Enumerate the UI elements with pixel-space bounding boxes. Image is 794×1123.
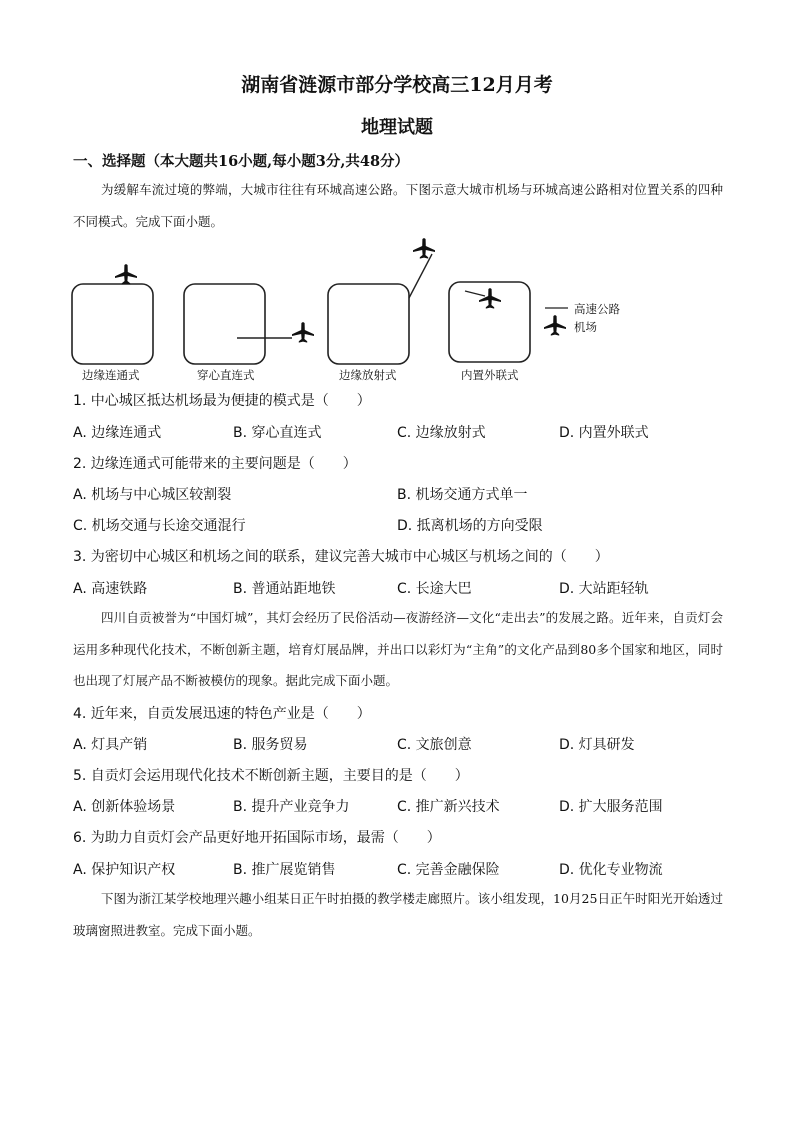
q6-option-a[interactable]: A. 保护知识产权 [73, 862, 176, 878]
q1-option-a[interactable]: A. 边缘连通式 [73, 425, 162, 441]
q2-option-a[interactable]: A. 机场与中心城区较割裂 [73, 487, 232, 503]
airplane-icon [479, 288, 501, 309]
q5-option-b[interactable]: B. 提升产业竞争力 [233, 799, 350, 815]
question-3: 3. 为密切中心城区和机场之间的联系，建议完善大城市中心城区与机场之间的（ ） [73, 549, 609, 565]
q4-option-a[interactable]: A. 灯具产销 [73, 737, 148, 753]
question-1: 1. 中心城区抵达机场最为便捷的模式是（ ） [73, 393, 371, 409]
passage-corridor-photo: 下图为浙江某学校地理兴趣小组某日正午时拍摄的教学楼走廊照片。该小组发现，10月25日正午时阳光开始透过玻璃窗照进教室。完成下面小题。 [73, 891, 723, 938]
q1-option-d[interactable]: D. 内置外联式 [559, 425, 649, 441]
highway-mode4 [465, 291, 485, 296]
ring-road-mode1 [72, 284, 153, 364]
ring-road-mode3 [328, 284, 409, 364]
passage-zigong-lantern: 四川自贡被誉为“中国灯城”，其灯会经历了民俗活动—夜游经济—文化“走出去”的发展之路。近年来，自贡灯会运用多种现代化技术，不断创新主题，培育灯展品牌，并出口以彩灯为“主角”的文化产品到80多个国家和地区，同时也出现了灯展产品不断被模仿的现象。据此完成下面小题。 [73, 610, 723, 688]
q4-option-d[interactable]: D. 灯具研发 [559, 737, 635, 753]
q4-option-c[interactable]: C. 文旅创意 [397, 737, 472, 753]
airport-highway-figure [60, 232, 700, 387]
q5-option-c[interactable]: C. 推广新兴技术 [397, 799, 500, 815]
q1-option-b[interactable]: B. 穿心直连式 [233, 425, 322, 441]
section-heading: 一、选择题（本大题共16小题,每小题3分,共48分） [73, 153, 410, 170]
q5-option-a[interactable]: A. 创新体验场景 [73, 799, 176, 815]
highway-mode3 [409, 254, 432, 298]
legend-airport-label: 机场 [574, 320, 597, 334]
legend-road-label: 高速公路 [574, 302, 620, 316]
caption-mode3: 边缘放射式 [339, 368, 397, 382]
q4-option-b[interactable]: B. 服务贸易 [233, 737, 308, 753]
q2-option-c[interactable]: C. 机场交通与长途交通混行 [73, 518, 246, 534]
question-4: 4. 近年来，自贡发展迅速的特色产业是（ ） [73, 706, 371, 722]
q6-option-b[interactable]: B. 推广展览销售 [233, 862, 336, 878]
q1-option-c[interactable]: C. 边缘放射式 [397, 425, 486, 441]
ring-road-mode2 [184, 284, 265, 364]
q3-option-c[interactable]: C. 长途大巴 [397, 581, 472, 597]
q3-option-d[interactable]: D. 大站距轻轨 [559, 581, 649, 597]
q5-option-d[interactable]: D. 扩大服务范围 [559, 799, 663, 815]
question-6: 6. 为助力自贡灯会产品更好地开拓国际市场，最需（ ） [73, 830, 441, 846]
airplane-icon [544, 315, 566, 336]
question-2: 2. 边缘连通式可能带来的主要问题是（ ） [73, 456, 357, 472]
airplane-icon [292, 322, 314, 343]
q2-option-d[interactable]: D. 抵离机场的方向受限 [397, 518, 543, 534]
passage-highway-airport: 为缓解车流过境的弊端，大城市往往有环城高速公路。下图示意大城市机场与环城高速公路相对位置关系的四种不同模式。完成下面小题。 [73, 182, 723, 229]
question-5: 5. 自贡灯会运用现代化技术不断创新主题，主要目的是（ ） [73, 768, 469, 784]
q2-option-b[interactable]: B. 机场交通方式单一 [397, 487, 528, 503]
exam-title: 湖南省涟源市部分学校高三12月月考 [241, 74, 553, 96]
q3-option-b[interactable]: B. 普通站距地铁 [233, 581, 336, 597]
q3-option-a[interactable]: A. 高速铁路 [73, 581, 148, 597]
q6-option-c[interactable]: C. 完善金融保险 [397, 862, 500, 878]
caption-mode4: 内置外联式 [461, 368, 519, 382]
exam-subtitle: 地理试题 [361, 117, 433, 138]
caption-mode1: 边缘连通式 [82, 368, 140, 382]
q6-option-d[interactable]: D. 优化专业物流 [559, 862, 663, 878]
airplane-icon [115, 264, 137, 285]
caption-mode2: 穿心直连式 [197, 368, 255, 382]
